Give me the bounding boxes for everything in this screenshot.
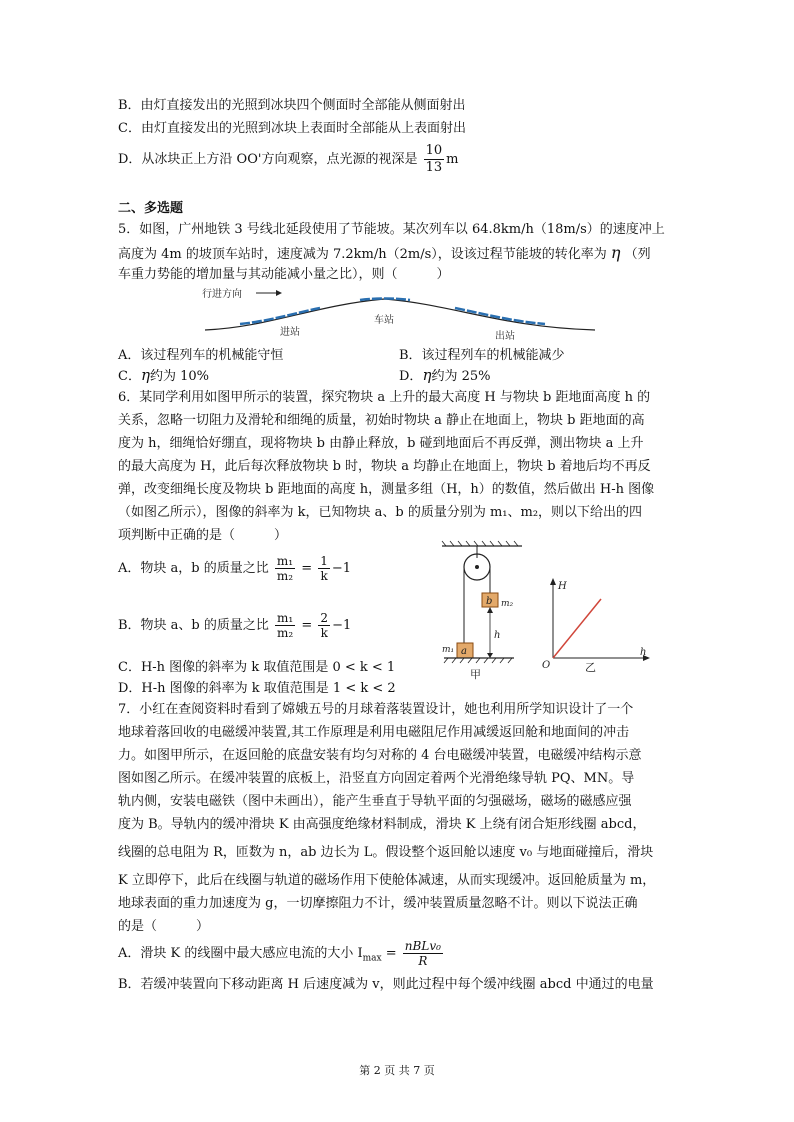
graph-line xyxy=(553,599,601,658)
q5-option-b: B．该过程列车的机械能减少 xyxy=(399,348,565,363)
rhs-fraction xyxy=(318,554,330,583)
pulley-figure xyxy=(440,540,530,690)
current-fraction xyxy=(403,939,443,968)
eta-symbol: η xyxy=(610,243,621,262)
origin-label: O xyxy=(542,660,551,671)
block-b-label: b xyxy=(486,596,493,607)
fraction-numerator: 1 xyxy=(320,554,328,568)
rhs-fraction xyxy=(318,611,330,640)
q4-option-b: B．由灯直接发出的光照到冰块四个侧面时全部能从侧面射出 xyxy=(118,98,466,113)
q6-line1: 6．某同学利用如图甲所示的装置，探究物块 a 上升的最大高度 H 与物块 b 距地面高度 h 的 xyxy=(118,390,651,405)
option-text: A．滑块 K 的线圈中最大感应电流的大小 I xyxy=(118,946,363,961)
exit-label: 出站 xyxy=(495,331,515,342)
mass-ratio-fraction xyxy=(275,554,295,583)
q5-option-d xyxy=(399,366,490,386)
H-axis-label: H xyxy=(558,581,567,592)
q7-option-b: B．若缓冲装置向下移动距离 H 后速度减为 v，则此过程中每个缓冲线圈 abcd 中通过的电量 xyxy=(118,977,654,992)
fraction-denominator: m₂ xyxy=(277,626,294,640)
block-a-label: a xyxy=(461,646,467,657)
h-graph-figure xyxy=(535,575,655,680)
q6-line4: 的最大高度为 H，此后每次释放物块 b 时，物块 a 均静止在地面上，物块 b 着地后均不再反 xyxy=(118,459,651,474)
option-tail: −1 xyxy=(331,561,352,576)
q5-option-c xyxy=(118,366,209,386)
subscript-max: max xyxy=(362,953,382,964)
fraction-numerator: 2 xyxy=(320,611,329,625)
fraction-numerator: 10 xyxy=(425,143,443,158)
fraction-denominator: k xyxy=(320,569,328,583)
eta-symbol: η xyxy=(422,366,432,384)
q6-line5: 弹，改变细绳长度及物块 b 距地面的高度 h，测量多组（H，h）的数值，然后做出 H-h 图像 xyxy=(118,482,655,497)
slope-track xyxy=(205,299,595,330)
option-text: 约为 25% xyxy=(431,369,491,384)
fraction-numerator: m₁ xyxy=(276,554,294,568)
q6-option-d: D．H-h 图像的斜率为 k 取值范围是 1 < k < 2 xyxy=(118,681,396,696)
q7-option-a xyxy=(118,934,445,979)
option-text: 约为 10% xyxy=(149,369,209,384)
q7-line7: 线圈的总电阻为 R，匝数为 n，ab 边长为 L。假设整个返回舱以速度 v₀ 与地面碰撞后，滑块 xyxy=(118,845,654,860)
option-text: B．物块 a、b 的质量之比 xyxy=(118,618,269,633)
q4-option-c: C．由灯直接发出的光照到冰块上表面时全部能从上表面射出 xyxy=(118,121,466,136)
q7-line6: 度为 B。导轨内的缓冲滑块 K 由高强度绝缘材料制成，滑块 K 上绕有闭合矩形线圈 abcd， xyxy=(118,817,646,832)
q7-line3: 力。如图甲所示，在返回舱的底盘安装有均匀对称的 4 台电磁缓冲装置，电磁缓冲结构示意 xyxy=(118,748,642,763)
fraction-denominator: R xyxy=(418,954,428,968)
h-axis-label: h xyxy=(640,647,647,658)
q7-line9: 地球表面的重力加速度为 g，一切摩擦阻力不计，缓冲装置质量忽略不计。则以下说法正确 xyxy=(118,896,638,911)
enter-label: 进站 xyxy=(280,327,300,338)
option-tail: −1 xyxy=(332,618,352,633)
q5-line3: 车重力势能的增加量与其动能减小量之比），则（ ） xyxy=(118,267,450,282)
direction-arrow-head xyxy=(276,290,282,296)
q4-option-d-text: D．从冰块正上方沿 OO'方向观察，点光源的视深是 xyxy=(118,152,418,167)
train-entering xyxy=(240,308,320,324)
q7-line4: 图如图乙所示。在缓冲装置的底板上，沿竖直方向固定着两个光滑绝缘导轨 PQ、MN。导 xyxy=(118,771,635,786)
q6-line3: 度为 h，细绳恰好绷直，现将物块 b 由静止释放，b 碰到地面后不再反弹，测出物块 a 上升 xyxy=(118,436,644,451)
q6-line2: 关系，忽略一切阻力及滑轮和细绳的质量，初始时物块 a 静止在地面上，物块 b 距地面的高 xyxy=(118,413,645,428)
q6-line7: 项判断中正确的是（ ） xyxy=(118,528,288,543)
station-label: 车站 xyxy=(374,315,394,326)
section-title: 二、多选题 xyxy=(118,201,184,216)
q7-line2: 地球着落回收的电磁缓冲装置,其工作原理是利用电磁阻尼作用减缓返回舱和地面间的冲击 xyxy=(118,725,630,740)
page-footer: 第 2 页 共 7 页 xyxy=(359,1064,435,1077)
q5-line2 xyxy=(118,244,651,264)
option-label: C． xyxy=(118,369,141,384)
q7-line8: K 立即停下，此后在线圈与轨道的磁场作用下使舱体减速，从而实现缓冲。返回舱质量为 m， xyxy=(118,873,656,888)
option-text: A．物块 a，b 的质量之比 xyxy=(118,561,269,576)
figure-caption-yi: 乙 xyxy=(585,661,596,674)
q5-option-a: A．该过程列车的机械能守恒 xyxy=(118,348,284,363)
option-label: D． xyxy=(399,369,423,384)
fraction-denominator: m₂ xyxy=(276,569,294,583)
q5-line2-end: （列 xyxy=(624,247,651,262)
q7-line1: 7．小红在查阅资料时看到了嫦娥五号的月球着落装置设计，她也利用所学知识设计了一个 xyxy=(118,702,634,717)
fraction-numerator: m₁ xyxy=(277,611,294,625)
m1-label: m₁ xyxy=(442,645,455,655)
equals-sign: = xyxy=(381,946,401,961)
q6-option-c: C．H-h 图像的斜率为 k 取值范围是 0 < k < 1 xyxy=(118,660,396,675)
q7-line5: 轨内侧，安装电磁铁（图中未画出），能产生垂直于导轨平面的匀强磁场，磁场的磁感应强 xyxy=(118,794,632,809)
mass-ratio-fraction xyxy=(275,611,295,640)
q4-option-d-unit: m xyxy=(446,152,459,167)
fraction-denominator: k xyxy=(320,626,328,640)
q4-option-d xyxy=(118,143,458,176)
train-at-station xyxy=(360,299,410,301)
figure-caption-jia: 甲 xyxy=(470,668,481,681)
direction-label: 行进方向 xyxy=(202,289,242,300)
h-label: h xyxy=(494,630,501,641)
q6-option-b: B．物块 a、b 的质量之比 $\frac{\text{m₁}}{\text{m₂}}$ = $\frac{2}{k}$ −1 xyxy=(118,611,352,640)
m2-label: m₂ xyxy=(501,599,514,609)
eta-symbol: η xyxy=(140,366,150,384)
train-exiting xyxy=(455,308,545,324)
q5-line1: 5．如图，广州地铁 3 号线北延段使用了节能坡。某次列车以 64.8km/h（18m/s）的速度冲上 xyxy=(118,222,665,237)
q6-option-a: A．物块 a，b 的质量之比 $\frac{\text{m₁}}{\text{m₂}}$ = $\frac{1}{k}$ −1 xyxy=(118,554,352,583)
fraction-numerator: nBLv₀ xyxy=(404,939,441,953)
fraction-denominator: 13 xyxy=(425,160,443,175)
energy-saving-slope-figure xyxy=(200,283,600,345)
q7-line10: 的是（ ） xyxy=(118,919,210,934)
q5-line2-text: 高度为 4m 的坡顶车站时，速度减为 7.2km/h（2m/s），设该过程节能坡的转化率为 xyxy=(118,247,607,262)
q6-line6: （如图乙所示），图像的斜率为 k，已知物块 a、b 的质量分别为 m₁、m₂，则以下给出的四 xyxy=(118,505,643,520)
y-axis-arrow xyxy=(550,578,556,585)
q4-option-d-fraction xyxy=(424,143,445,176)
pulley-axle xyxy=(475,565,479,569)
